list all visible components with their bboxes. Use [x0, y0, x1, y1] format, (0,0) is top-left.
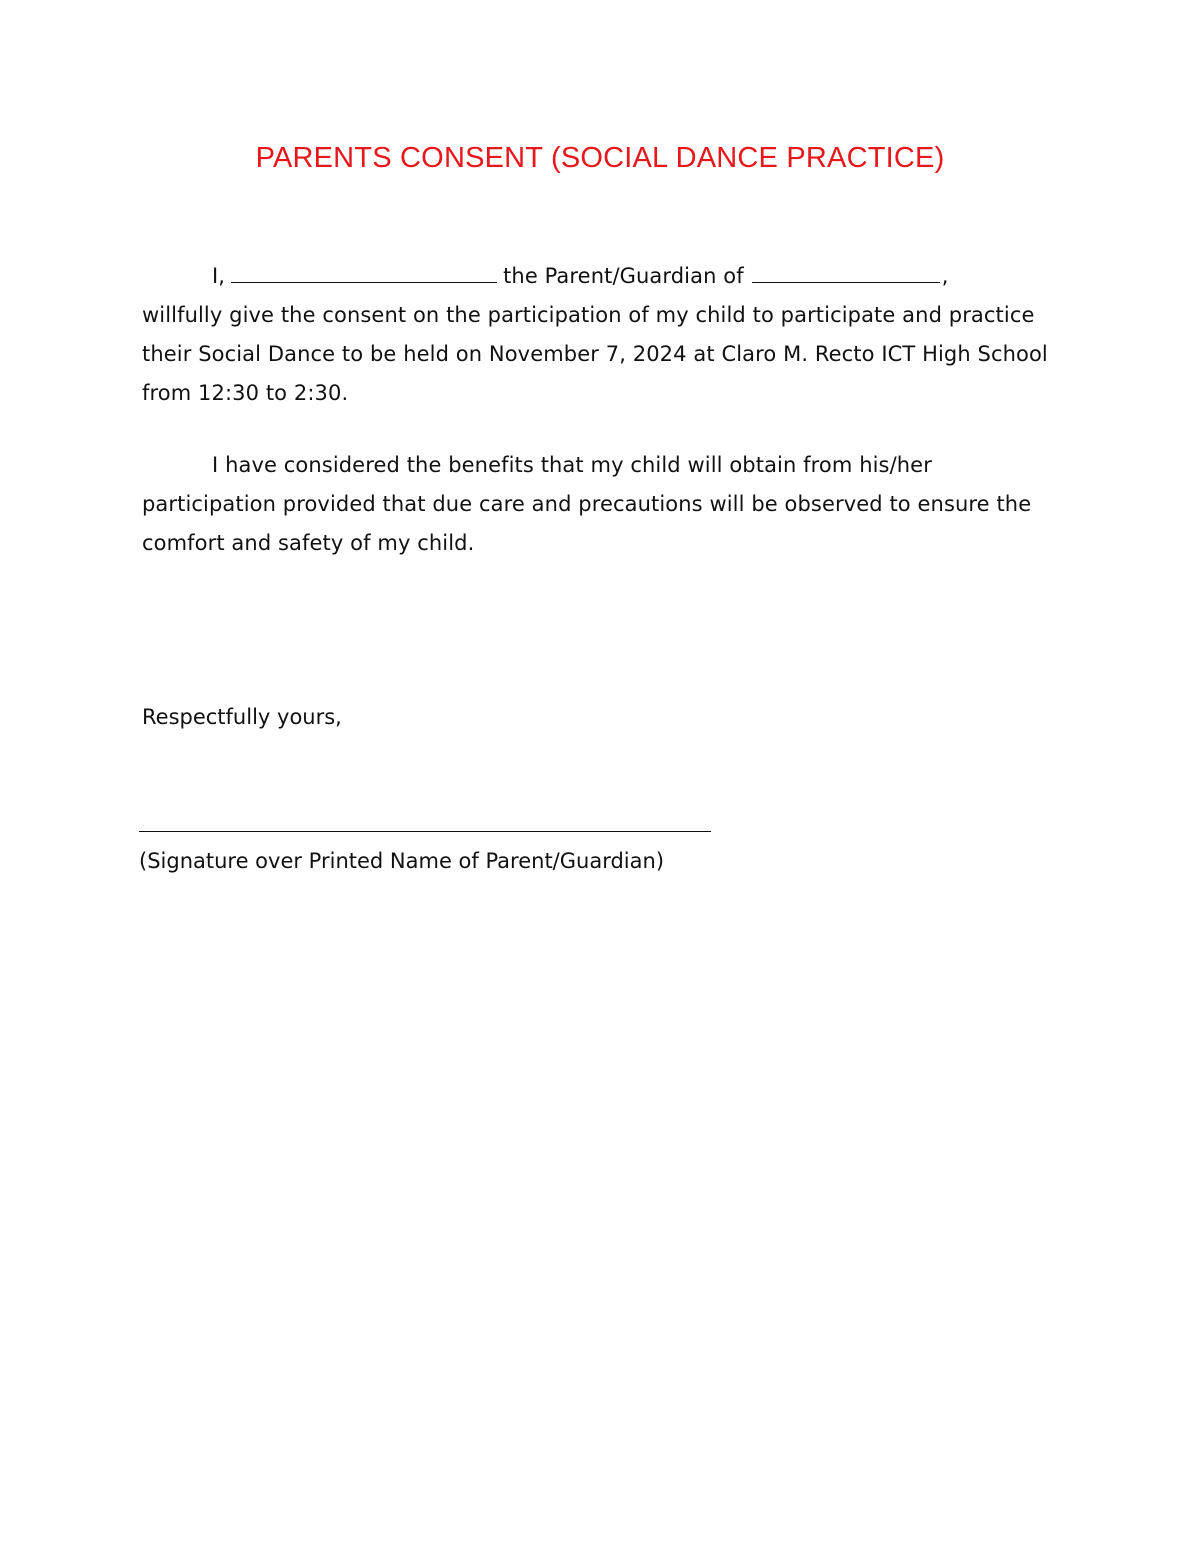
signature-line: [139, 831, 711, 832]
paragraph-lead: I,: [212, 264, 226, 288]
closing-line: Respectfully yours,: [142, 705, 342, 729]
child-name-blank: [752, 260, 940, 283]
document-title: PARENTS CONSENT (SOCIAL DANCE PRACTICE): [255, 142, 945, 174]
paragraph-tail: ,: [941, 264, 949, 288]
benefits-text: I have considered the benefits that my child will obtain from his/her participation provided that due care and precautions will be observed to ensure the comfort and safety of my child.: [142, 453, 1032, 555]
consent-paragraph: [142, 257, 1072, 413]
paragraph-rest: willfully give the consent on the participation of my child to participate and practice their Social Dance to be held on November 7, 2024 at Claro M. Recto ICT High School from 12:30 to 2:30.: [142, 303, 1048, 405]
signature-caption: (Signature over Printed Name of Parent/Guardian): [139, 849, 665, 873]
parent-name-blank: [231, 260, 497, 283]
benefits-paragraph: [142, 446, 1072, 563]
paragraph-middle: the Parent/Guardian of: [503, 264, 744, 288]
